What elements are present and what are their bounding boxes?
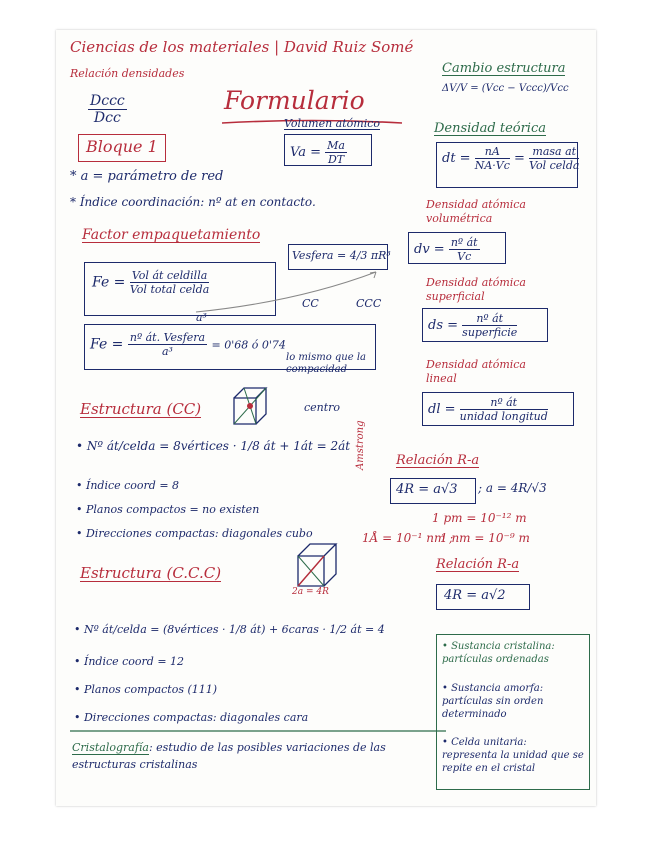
- dt-den: NA·Vc: [474, 159, 510, 172]
- factor-empaquetamiento-title: Factor empaquetamiento: [82, 227, 261, 243]
- fe1-num: Vol át celdilla: [130, 270, 209, 283]
- densidad-lineal-title: Densidad atómica lineal: [426, 358, 526, 385]
- cc-cube-icon: [226, 384, 276, 430]
- ds-lhs: ds =: [428, 318, 459, 333]
- compacidad-note: lo mismo que la compacidad: [286, 352, 366, 375]
- fe1-lhs: Fe =: [92, 274, 126, 291]
- volumen-atomico-title: Volumen atómico: [284, 117, 381, 130]
- bloque-label: Bloque 1: [86, 137, 158, 156]
- dcc-label: Dcc: [93, 110, 121, 126]
- densidad-teorica-title: Densidad teórica: [434, 121, 546, 136]
- cristalografia-divider: [70, 728, 450, 734]
- relacion-densidades-label: Relación densidades: [70, 67, 185, 80]
- cristalografia-term: Cristalografía: [72, 741, 149, 754]
- cc-natoms-rhs: = 8vértices · 1/8 át + 1át = 2át: [159, 439, 351, 453]
- cc-label: CC: [302, 297, 319, 310]
- cc-indice: • Índice coord = 8: [76, 479, 180, 492]
- ccc-natoms-lhs: • Nº át/celda: [74, 623, 147, 636]
- dt-lhs: dt =: [442, 151, 471, 166]
- relacion-cc-a: ; a = 4R/√3: [478, 481, 547, 495]
- ds-num: nº át: [462, 313, 517, 326]
- def-celda-unitaria: • Celda unitaria: representa la unidad que se repite en el cristal: [442, 737, 584, 774]
- densidad-superficial-title: Densidad atómica superficial: [426, 276, 526, 303]
- vesfera-formula: Vesfera = 4/3 πR³: [292, 249, 391, 262]
- ccc-cube-label: 2a = 4R: [292, 587, 329, 597]
- dl-num: nº át: [460, 397, 548, 410]
- fe1-den: Vol total celda: [129, 283, 210, 296]
- a3-label: a³: [196, 311, 207, 324]
- va-den: DT: [327, 153, 345, 166]
- dt-rhs-den: Vol celda: [529, 159, 580, 172]
- estructura-ccc-title: Estructura (C.C.C): [80, 564, 222, 582]
- def-cristalina: • Sustancia cristalina: partículas ordenadas: [442, 641, 555, 665]
- nm-conversion: 1 nm = 10⁻⁹ m: [440, 531, 530, 545]
- cc-direcciones: • Direcciones compactas: diagonales cubo: [76, 527, 313, 540]
- def-cristalografia: [72, 740, 432, 773]
- page-title: Formulario: [224, 86, 365, 115]
- dccc-label: Dccc: [90, 93, 125, 109]
- dv-den: Vc: [457, 250, 472, 263]
- angstrom-conversion: 1Å = 10⁻¹ nm ;: [362, 531, 454, 545]
- parametro-red-def: * a = parámetro de red: [70, 169, 224, 184]
- fe2-num: nº át. Vesfera: [129, 331, 206, 344]
- densidad-volumetrica-formula: [414, 237, 480, 262]
- indice-coordinacion-def: * Índice coordinación: nº at en contacto.: [70, 195, 316, 209]
- relacion-ccc-title: Relación R-a: [436, 557, 520, 572]
- dl-den: unidad longitud: [459, 410, 548, 423]
- cristalografia-def: : estudio de las posibles variaciones de las estructuras cristalinas: [72, 741, 386, 771]
- notebook-page: [56, 30, 596, 806]
- ccc-label: CCC: [356, 297, 382, 310]
- centro-label: centro: [304, 401, 341, 414]
- cc-planos: • Planos compactos = no existen: [76, 503, 260, 516]
- densidad-volumetrica-title: Densidad atómica volumétrica: [426, 198, 526, 225]
- dt-rhs-num: masa at: [529, 146, 579, 159]
- va-lhs: Va =: [290, 145, 321, 160]
- angstrom-label: Amstrong: [355, 420, 366, 470]
- ccc-cube-icon: [290, 540, 346, 592]
- pm-conversion: 1 pm = 10⁻¹² m: [432, 511, 527, 525]
- cc-natoms-lhs: • Nº át/celda: [76, 439, 156, 453]
- densidad-lineal-formula: [428, 397, 548, 422]
- fe-formula-2: [90, 332, 286, 357]
- ccc-natoms-rhs: = (8vértices · 1/8 át) + 6caras · 1/2 át = 4: [150, 623, 385, 636]
- dl-lhs: dl =: [428, 402, 456, 417]
- ccc-indice: • Índice coord = 12: [74, 655, 185, 668]
- dt-num: nA: [475, 146, 510, 159]
- relacion-cc-formula: 4R = a√3: [396, 482, 458, 497]
- ccc-direcciones: • Direcciones compactas: diagonales cara: [74, 711, 309, 724]
- vesfera-arrow: [176, 262, 396, 322]
- relacion-ccc-formula: 4R = a√2: [444, 588, 506, 603]
- dccc-over-dcc: [88, 94, 127, 125]
- densidad-teorica-formula: dt = $\frac{nA}{NA\cdot Vc}$ = $\frac{\text{masa at}}{\text{Vol celda}}$: [442, 145, 580, 172]
- ccc-natoms: [74, 624, 385, 635]
- ccc-planos: • Planos compactos (111): [74, 683, 218, 696]
- cambio-estructura-formula: ΔV/V = (Vcc − Vccc)/Vcc: [442, 83, 569, 94]
- ds-den: superficie: [462, 326, 518, 339]
- volumen-atomico-formula: [290, 140, 347, 165]
- cc-natoms: [76, 440, 350, 452]
- relacion-cc-title: Relación R-a: [396, 453, 480, 468]
- fe2-den: a³: [162, 345, 173, 358]
- def-amorfa: • Sustancia amorfa: partículas sin orden determinado: [442, 683, 544, 720]
- fe2-rhs: = 0'68 ó 0'74: [211, 338, 286, 352]
- dv-lhs: dv =: [414, 242, 445, 257]
- fe2-lhs: Fe =: [90, 336, 124, 353]
- densidad-superficial-formula: [428, 313, 517, 338]
- notes-heading: Ciencias de los materiales | David Ruiz Somé: [70, 38, 414, 56]
- dv-num: nº át: [450, 236, 478, 249]
- cambio-estructura-label: Cambio estructura: [442, 61, 566, 76]
- va-num: Ma: [327, 139, 345, 152]
- estructura-cc-title: Estructura (CC): [80, 400, 202, 418]
